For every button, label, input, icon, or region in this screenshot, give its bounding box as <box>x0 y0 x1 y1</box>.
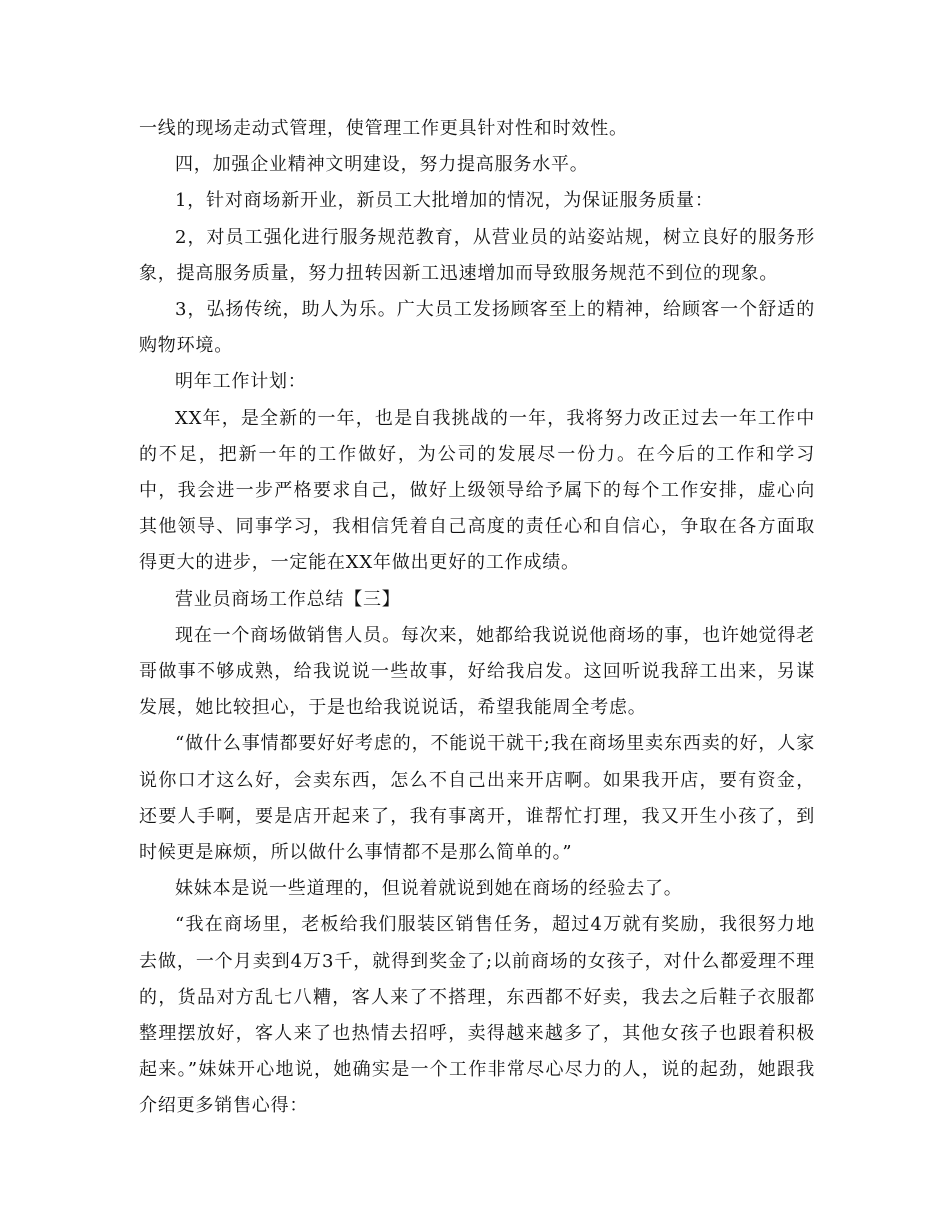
paragraph-6: 明年工作计划： <box>175 371 307 393</box>
paragraph-1: 一线的现场走动式管理，使管理工作更具针对性和时效性。 <box>139 118 628 139</box>
paragraph-5: 3，弘扬传统，助人为乐。广大员工发扬顾客至上的精神，给顾客一个舒适的购物环境。 <box>139 299 815 357</box>
paragraph-10: “做什么事情都要好好考虑的，不能说干就干;我在商场里卖东西卖的好，人家说你口才这么好，会卖东西，怎么不自己出来开店啊。如果我开店，要有资金，还要人手啊，要是店开起来了，我有事离开，谁帮忙打理，我又开生小孩了，到时候更是麻烦，所以做什么事情都不是那么简单的。” <box>139 733 815 864</box>
paragraph-4: 2，对员工强化进行服务规范教育，从营业员的站姿站规，树立良好的服务形象，提高服务质量，努力扭转因新工迅速增加而导致服务规范不到位的现象。 <box>139 226 815 284</box>
document-body <box>139 111 815 1125</box>
paragraph-3: 1，针对商场新开业，新员工大批增加的情况，为保证服务质量： <box>175 190 714 212</box>
section-heading: 营业员商场工作总结【三】 <box>175 588 401 610</box>
paragraph-7: XX年，是全新的一年，也是自我挑战的一年，我将努力改正过去一年工作中的不足，把新一年的工作做好，为公司的发展尽一份力。在今后的工作和学习中，我会进一步严格要求自己，做好上级领导给予属下的每个工作安排，虚心向其他领导、同事学习，我相信凭着自己高度的责任心和自信心，争取在各方面取得更大的进步，一定能在XX年做出更好的工作成绩。 <box>139 407 815 574</box>
paragraph-2: 四，加强企业精神文明建设，努力提高服务水平。 <box>175 154 589 176</box>
paragraph-12: “我在商场里，老板给我们服装区销售任务，超过4万就有奖励，我很努力地去做，一个月卖到4万3千，就得到奖金了;以前商场的女孩子，对什么都爱理不理的，货品对方乱七八糟，客人来了不搭理，东西都不好卖，我去之后鞋子衣服都整理摆放好，客人来了也热情去招呼，卖得越来越多了，其他女孩子也跟着积极起来。”妹妹开心地说，她确实是一个工作非常尽心尽力的人，说的起劲，她跟我介绍更多销售心得： <box>139 914 815 1117</box>
paragraph-9: 现在一个商场做销售人员。每次来，她都给我说说他商场的事，也许她觉得老哥做事不够成熟，给我说说一些故事，好给我启发。这回听说我辞工出来，另谋发展，她比较担心，于是也给我说说话，希望我能周全考虑。 <box>139 624 815 719</box>
paragraph-11: 妹妹本是说一些道理的，但说着就说到她在商场的经验去了。 <box>175 878 683 900</box>
